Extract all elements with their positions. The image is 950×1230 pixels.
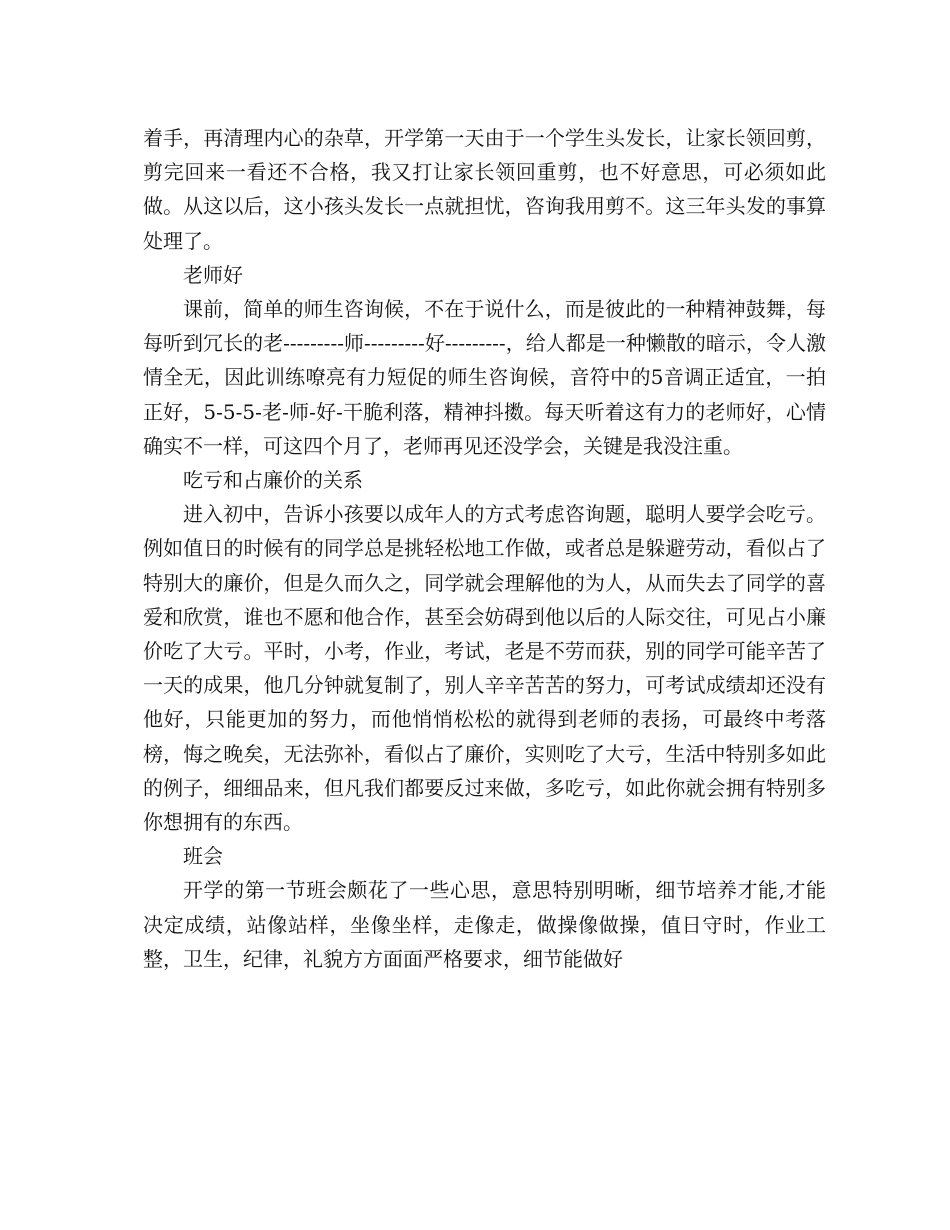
document-page [143, 121, 826, 976]
paragraph-continuation: 着手，再清理内心的杂草，开学第一天由于一个学生头发长，让家长领回剪，剪完回来一看还不合格，我又打让家长领回重剪，也不好意思，可必须如此做。从这以后，这小孩头发长一点就担忧，咨询我用剪不。这三年头发的事算处理了。 [143, 126, 826, 253]
section-heading-loss-and-gain: 吃亏和占廉价的关系 [183, 468, 363, 493]
section-heading-class-meeting: 班会 [183, 844, 223, 869]
paragraph-teacher-greeting: 课前，简单的师生咨询候，不在于说什么，而是彼此的一种精神鼓舞，每每听到冗长的老---------师---------好---------，给人都是一种懒散的暗示，令人激情全无，因此训练嘹亮有力短促的师生咨询候，音符中的5音调正适宜，一拍正好，5-5-5-老-师-好-干脆利落，精神抖擞。每天听着这有力的老师好，心情确实不一样，可这四个月了，老师再见还没学会，关键是我没注重。 [143, 297, 826, 458]
section-heading-teacher-greeting: 老师好 [183, 262, 243, 287]
paragraph-class-meeting: 开学的第一节班会颇花了一些心思，意思特别明晰，细节培养才能,才能决定成绩，站像站样，坐像坐样，走像走，做操像做操，值日守时，作业工整，卫生，纪律，礼貌方方面面严格要求，细节能做好 [143, 878, 826, 971]
paragraph-loss-and-gain: 进入初中，告诉小孩要以成年人的方式考虑咨询题，聪明人要学会吃亏。例如值日的时候有的同学总是挑轻松地工作做，或者总是躲避劳动，看似占了特别大的廉价，但是久而久之，同学就会理解他的为人，从而失去了同学的喜爱和欣赏，谁也不愿和他合作，甚至会妨碍到他以后的人际交往，可见占小廉价吃了大亏。平时，小考，作业，考试，老是不劳而获，别的同学可能辛苦了一天的成果，他几分钟就复制了，别人辛辛苦苦的努力，可考试成绩却还没有他好，只能更加的努力，而他悄悄松松的就得到老师的表扬，可最终中考落榜，悔之晚矣，无法弥补，看似占了廉价，实则吃了大亏，生活中特别多如此的例子，细细品来，但凡我们都要反过来做，多吃亏，如此你就会拥有特别多你想拥有的东西。 [143, 502, 826, 835]
